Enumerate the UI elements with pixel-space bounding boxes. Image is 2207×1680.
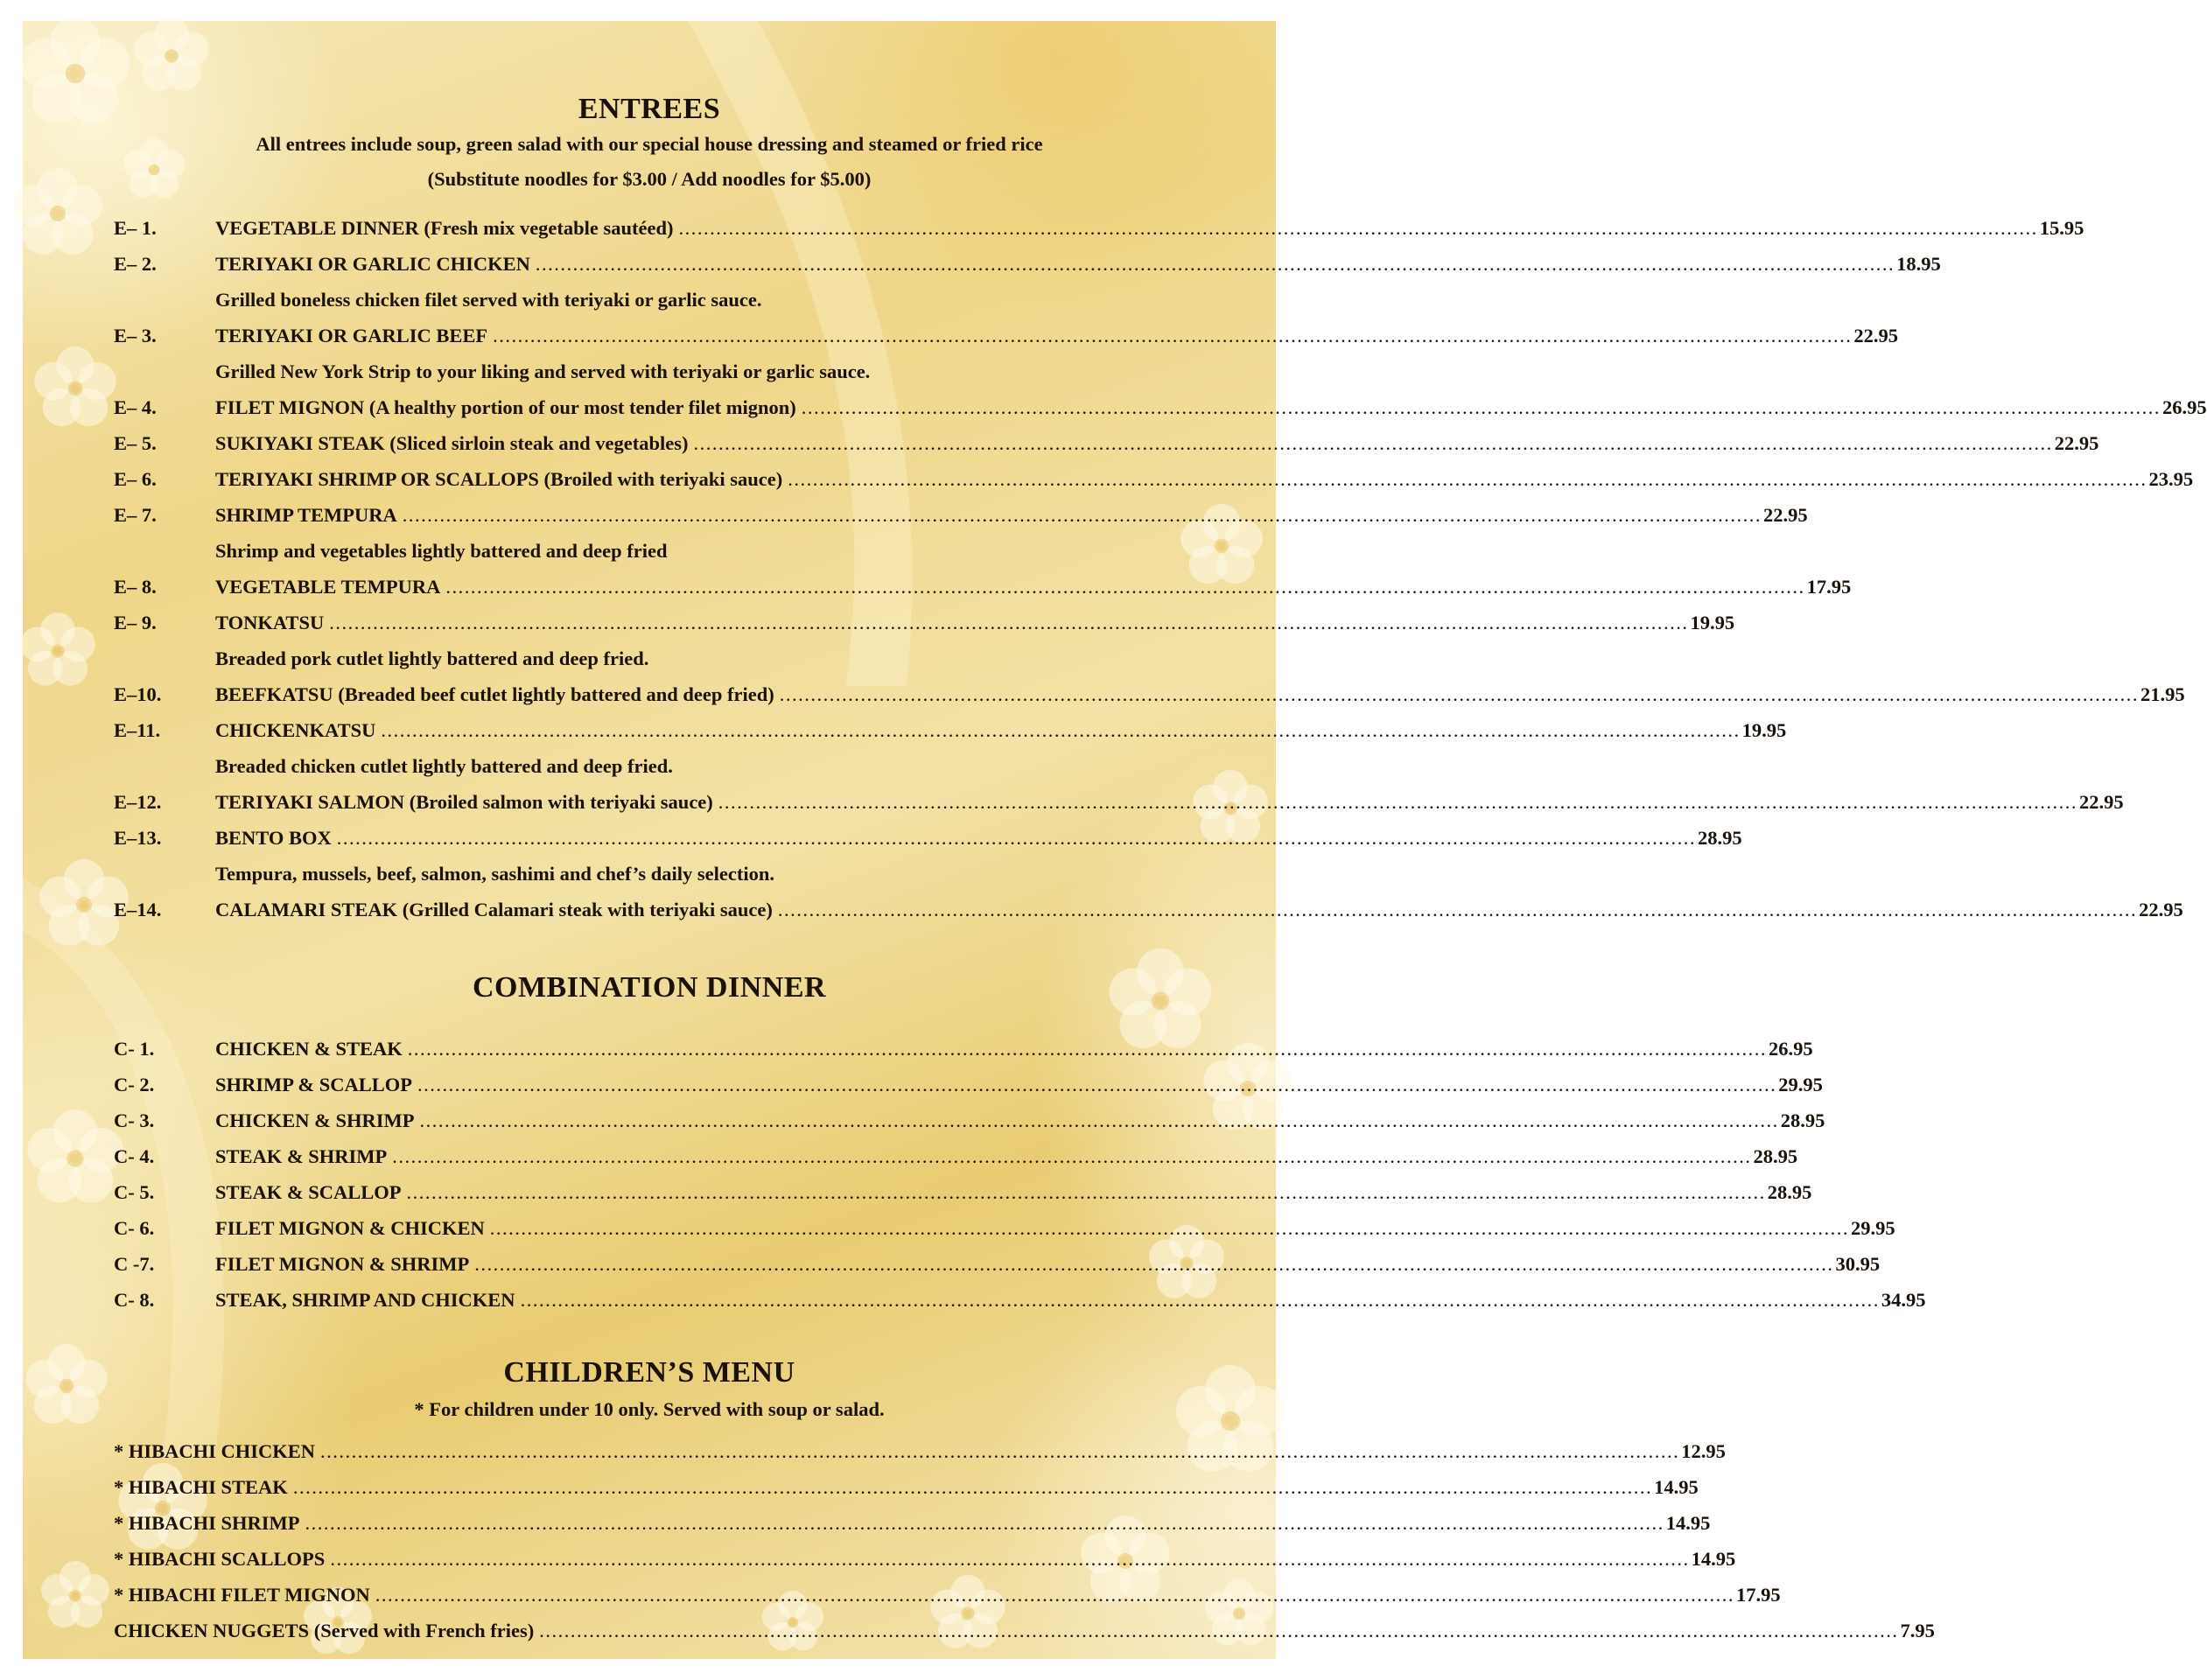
item-name: BENTO BOX bbox=[215, 827, 332, 849]
leader-dots: .......................................................................................................................................................................................................................... bbox=[406, 1181, 1766, 1203]
combination-row bbox=[114, 1110, 1825, 1138]
entree-row bbox=[114, 325, 1898, 353]
item-code: E– 8. bbox=[114, 576, 157, 598]
item-name: VEGETABLE DINNER (Fresh mix vegetable sautéed) bbox=[215, 217, 674, 239]
leader-dots: .......................................................................................................................................................................................................................... bbox=[375, 1584, 1735, 1606]
menu-content bbox=[23, 21, 2207, 1659]
item-name: CALAMARI STEAK (Grilled Calamari steak with teriyaki sauce) bbox=[215, 899, 773, 920]
entree-row bbox=[114, 217, 2084, 245]
leader-dots: .......................................................................................................................................................................................................................... bbox=[718, 791, 2078, 813]
leader-dots: .......................................................................................................................................................................................................................... bbox=[535, 253, 1895, 275]
combination-row bbox=[114, 1217, 1895, 1245]
leader-dots: .......................................................................................................................................................................................................................... bbox=[777, 899, 2138, 920]
item-description: Shrimp and vegetables lightly battered and deep fried bbox=[215, 540, 668, 562]
combination-row bbox=[114, 1145, 1798, 1173]
childrens-row bbox=[114, 1512, 1711, 1540]
item-price: 22.95 bbox=[1853, 325, 1898, 346]
item-name: * HIBACHI STEAK bbox=[114, 1476, 288, 1498]
item-price: 26.95 bbox=[1769, 1038, 1813, 1060]
leader-dots: .......................................................................................................................................................................................................................... bbox=[305, 1512, 1664, 1534]
leader-dots: .......................................................................................................................................................................................................................... bbox=[336, 827, 1696, 849]
leader-dots: .......................................................................................................................................................................................................................... bbox=[678, 217, 2038, 239]
item-name: CHICKEN & SHRIMP bbox=[215, 1110, 415, 1131]
combination-row bbox=[114, 1289, 1926, 1317]
item-price: 19.95 bbox=[1690, 612, 1735, 634]
entree-row bbox=[114, 827, 1742, 855]
item-name: CHICKENKATSU bbox=[215, 719, 376, 741]
entree-row bbox=[114, 432, 2099, 460]
item-code: E– 7. bbox=[114, 504, 157, 526]
item-code: E– 3. bbox=[114, 325, 157, 346]
childrens-menu-subtitle: * For children under 10 only. Served with soup or salad. bbox=[414, 1398, 885, 1420]
item-code: E– 5. bbox=[114, 432, 157, 454]
item-code: E– 6. bbox=[114, 468, 157, 490]
leader-dots: .......................................................................................................................................................................................................................... bbox=[493, 325, 1853, 346]
item-price: 28.95 bbox=[1698, 827, 1742, 849]
entrees-subtitle-includes: All entrees include soup, green salad with our special house dressing and steamed or fried rice bbox=[256, 133, 1043, 155]
entree-row bbox=[114, 396, 2207, 424]
item-price: 14.95 bbox=[1691, 1548, 1736, 1570]
leader-dots: .......................................................................................................................................................................................................................... bbox=[381, 719, 1741, 741]
item-code: E– 9. bbox=[114, 612, 157, 634]
entree-row bbox=[114, 683, 2185, 711]
leader-dots: .......................................................................................................................................................................................................................... bbox=[539, 1620, 1899, 1642]
item-name: CHICKEN NUGGETS (Served with French fries) bbox=[114, 1620, 535, 1642]
item-code: C- 8. bbox=[114, 1289, 155, 1311]
entree-row bbox=[114, 612, 1735, 640]
item-price: 34.95 bbox=[1881, 1289, 1926, 1311]
item-code: C- 5. bbox=[114, 1181, 155, 1203]
leader-dots: .......................................................................................................................................................................................................................... bbox=[320, 1440, 1680, 1462]
item-name: STEAK, SHRIMP AND CHICKEN bbox=[215, 1289, 515, 1311]
item-price: 19.95 bbox=[1741, 719, 1787, 741]
item-price: 30.95 bbox=[1835, 1253, 1881, 1275]
item-name: * HIBACHI CHICKEN bbox=[114, 1440, 316, 1462]
item-code: C- 6. bbox=[114, 1217, 155, 1239]
item-name: TERIYAKI SHRIMP OR SCALLOPS (Broiled with teriyaki sauce) bbox=[215, 468, 783, 490]
item-price: 22.95 bbox=[2054, 432, 2099, 454]
childrens-row bbox=[114, 1548, 1736, 1576]
item-name: TERIYAKI OR GARLIC BEEF bbox=[215, 325, 488, 346]
item-code: E–10. bbox=[114, 683, 162, 705]
item-price: 22.95 bbox=[2079, 791, 2124, 813]
item-code: C- 2. bbox=[114, 1074, 155, 1096]
item-name: VEGETABLE TEMPURA bbox=[215, 576, 441, 598]
item-code: E–11. bbox=[114, 719, 161, 741]
entree-row bbox=[114, 791, 2124, 819]
leader-dots: .......................................................................................................................................................................................................................... bbox=[392, 1145, 1752, 1167]
item-price: 14.95 bbox=[1654, 1476, 1699, 1498]
leader-dots: .......................................................................................................................................................................................................................... bbox=[445, 576, 1805, 598]
item-price: 22.95 bbox=[2139, 899, 2183, 920]
item-name: SHRIMP & SCALLOP bbox=[215, 1074, 413, 1096]
item-name: * HIBACHI FILET MIGNON bbox=[114, 1584, 370, 1606]
item-code: C -7. bbox=[114, 1253, 155, 1275]
item-code: C- 3. bbox=[114, 1110, 155, 1131]
item-price: 15.95 bbox=[2039, 217, 2084, 239]
item-name: BEEFKATSU (Breaded beef cutlet lightly battered and deep fried) bbox=[215, 683, 774, 705]
combination-row bbox=[114, 1181, 1812, 1209]
childrens-row bbox=[114, 1440, 1726, 1468]
combination-row bbox=[114, 1038, 1813, 1066]
entree-row bbox=[114, 504, 1808, 532]
item-name: TERIYAKI SALMON (Broiled salmon with teriyaki sauce) bbox=[215, 791, 713, 813]
entrees-title: ENTREES bbox=[578, 93, 721, 125]
leader-dots: .......................................................................................................................................................................................................................... bbox=[801, 396, 2161, 418]
item-code: C- 1. bbox=[114, 1038, 155, 1060]
combination-row bbox=[114, 1253, 1881, 1281]
leader-dots: .......................................................................................................................................................................................................................... bbox=[520, 1289, 1880, 1311]
item-description: Grilled boneless chicken filet served with teriyaki or garlic sauce. bbox=[215, 289, 762, 311]
item-code: E– 2. bbox=[114, 253, 157, 275]
combination-title: COMBINATION DINNER bbox=[472, 971, 827, 1004]
entree-row bbox=[114, 253, 1941, 281]
menu-page bbox=[23, 21, 2207, 1659]
item-price: 29.95 bbox=[1778, 1074, 1823, 1096]
item-price: 14.95 bbox=[1665, 1512, 1711, 1534]
item-code: E–13. bbox=[114, 827, 162, 849]
item-name: * HIBACHI SHRIMP bbox=[114, 1512, 300, 1534]
item-price: 28.95 bbox=[1767, 1181, 1812, 1203]
entree-row bbox=[114, 899, 2183, 927]
item-price: 7.95 bbox=[1900, 1620, 1935, 1642]
item-price: 29.95 bbox=[1851, 1217, 1895, 1239]
combination-row bbox=[114, 1074, 1823, 1102]
leader-dots: .......................................................................................................................................................................................................................... bbox=[419, 1110, 1779, 1131]
item-code: E–12. bbox=[114, 791, 162, 813]
entree-row bbox=[114, 468, 2194, 496]
item-name: CHICKEN & STEAK bbox=[215, 1038, 403, 1060]
leader-dots: .......................................................................................................................................................................................................................... bbox=[330, 1548, 1690, 1570]
item-price: 23.95 bbox=[2148, 468, 2194, 490]
leader-dots: .......................................................................................................................................................................................................................... bbox=[788, 468, 2147, 490]
item-price: 22.95 bbox=[1762, 504, 1808, 526]
childrens-row bbox=[114, 1584, 1781, 1612]
item-price: 26.95 bbox=[2162, 396, 2207, 418]
childrens-row bbox=[114, 1476, 1699, 1504]
item-price: 21.95 bbox=[2140, 683, 2185, 705]
leader-dots: .......................................................................................................................................................................................................................... bbox=[693, 432, 2053, 454]
leader-dots: .......................................................................................................................................................................................................................... bbox=[292, 1476, 1653, 1498]
leader-dots: .......................................................................................................................................................................................................................... bbox=[779, 683, 2139, 705]
leader-dots: .......................................................................................................................................................................................................................... bbox=[402, 504, 1762, 526]
item-code: E– 4. bbox=[114, 396, 157, 418]
item-code: E–14. bbox=[114, 899, 162, 920]
item-name: FILET MIGNON & SHRIMP bbox=[215, 1253, 470, 1275]
leader-dots: .......................................................................................................................................................................................................................... bbox=[489, 1217, 1849, 1239]
item-code: E– 1. bbox=[114, 217, 157, 239]
item-description: Tempura, mussels, beef, salmon, sashimi and chef’s daily selection. bbox=[215, 863, 774, 885]
entree-row bbox=[114, 576, 1852, 604]
item-name: * HIBACHI SCALLOPS bbox=[114, 1548, 326, 1570]
childrens-menu-title: CHILDREN’S MENU bbox=[503, 1356, 795, 1389]
entrees-subtitle-noodles: (Substitute noodles for $3.00 / Add noodles for $5.00) bbox=[427, 168, 872, 190]
item-price: 17.95 bbox=[1806, 576, 1852, 598]
childrens-row bbox=[114, 1620, 1935, 1648]
item-price: 18.95 bbox=[1896, 253, 1941, 275]
item-price: 28.95 bbox=[1753, 1145, 1798, 1167]
item-description: Grilled New York Strip to your liking and served with teriyaki or garlic sauce. bbox=[215, 360, 871, 382]
leader-dots: .......................................................................................................................................................................................................................... bbox=[474, 1253, 1834, 1275]
item-price: 28.95 bbox=[1780, 1110, 1825, 1131]
item-description: Breaded pork cutlet lightly battered and deep fried. bbox=[215, 648, 649, 669]
item-price: 17.95 bbox=[1736, 1584, 1781, 1606]
item-name: STEAK & SCALLOP bbox=[215, 1181, 402, 1203]
item-price: 12.95 bbox=[1681, 1440, 1726, 1462]
entree-row bbox=[114, 719, 1787, 747]
item-name: TERIYAKI OR GARLIC CHICKEN bbox=[215, 253, 530, 275]
item-name: SUKIYAKI STEAK (Sliced sirloin steak and vegetables) bbox=[215, 432, 689, 454]
item-name: FILET MIGNON & CHICKEN bbox=[215, 1217, 485, 1239]
leader-dots: .......................................................................................................................................................................................................................... bbox=[329, 612, 1689, 634]
item-description: Breaded chicken cutlet lightly battered and deep fried. bbox=[215, 755, 673, 777]
leader-dots: .......................................................................................................................................................................................................................... bbox=[407, 1038, 1768, 1060]
item-name: TONKATSU bbox=[215, 612, 325, 634]
item-name: STEAK & SHRIMP bbox=[215, 1145, 388, 1167]
item-name: SHRIMP TEMPURA bbox=[215, 504, 397, 526]
item-name: FILET MIGNON (A healthy portion of our most tender filet mignon) bbox=[215, 396, 796, 418]
leader-dots: .......................................................................................................................................................................................................................... bbox=[417, 1074, 1777, 1096]
item-code: C- 4. bbox=[114, 1145, 155, 1167]
